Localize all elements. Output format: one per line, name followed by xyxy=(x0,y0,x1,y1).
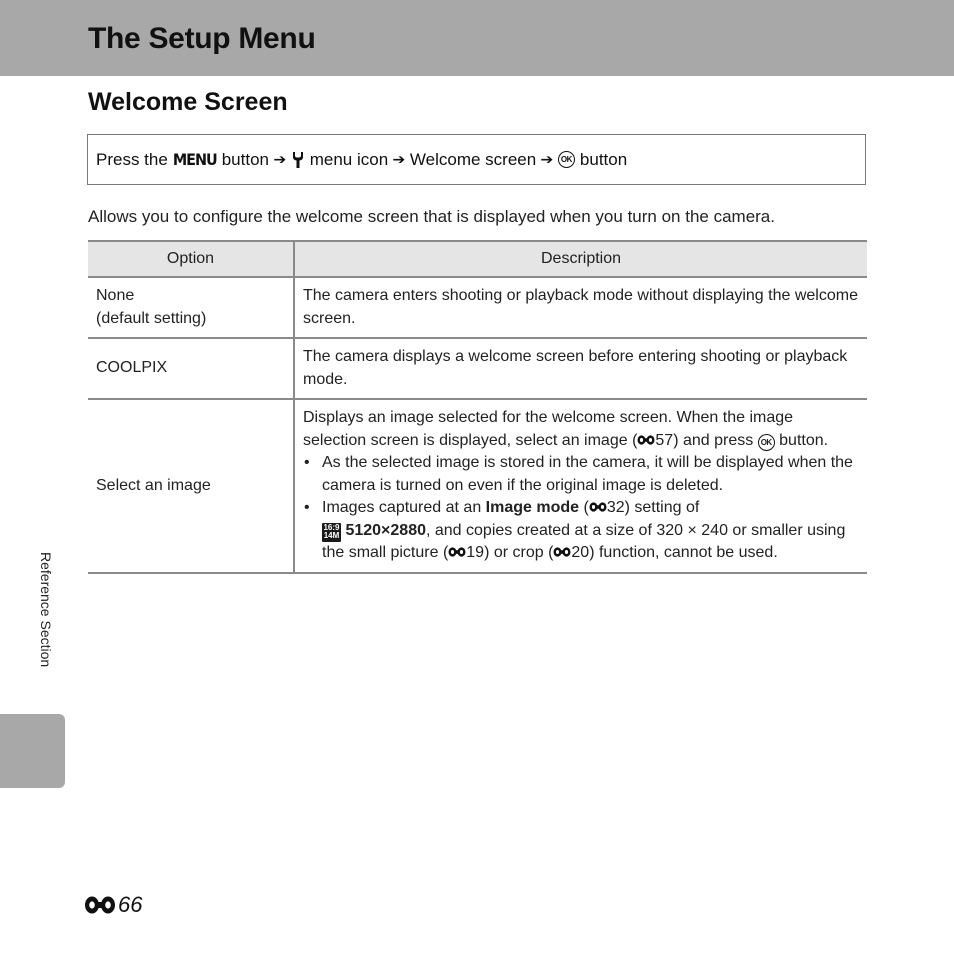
reference-section-icon xyxy=(448,546,466,558)
description-cell xyxy=(294,399,867,573)
arrow-icon: ➔ xyxy=(540,151,554,167)
ok-button-icon: OK xyxy=(558,151,575,168)
header-option: Option xyxy=(88,241,294,277)
nav-welcome-screen-label: Welcome screen xyxy=(409,149,537,169)
page-ref: 20 xyxy=(571,544,590,561)
table-row xyxy=(88,338,867,399)
page-ref: 57 xyxy=(655,431,674,449)
intro-text-b: ) and press xyxy=(673,431,754,449)
reference-section-icon xyxy=(589,501,607,513)
note-text: ) setting of xyxy=(624,499,700,516)
arrow-icon: ➔ xyxy=(273,151,287,167)
image-size-16x9-icon: 16:9 14M xyxy=(323,522,340,540)
page-ref: 19 xyxy=(466,544,485,561)
note-text: ) function, cannot be used. xyxy=(589,544,778,561)
note-text: , and copies created at a size of 320 × 240 or smaller using the small picture ( xyxy=(322,521,846,561)
nav-menu-icon-label: menu icon xyxy=(309,149,389,169)
note-text: ) or crop ( xyxy=(484,544,554,561)
page-number xyxy=(84,892,142,918)
menu-button-icon: MENU xyxy=(172,150,217,169)
nav-button-label: button xyxy=(579,149,628,169)
page-number-value: 66 xyxy=(118,892,143,917)
page-ref: 32 xyxy=(606,499,625,516)
wrench-icon xyxy=(291,151,305,169)
reference-section-icon xyxy=(553,546,571,558)
arrow-icon: ➔ xyxy=(392,151,406,167)
section-title: Welcome Screen xyxy=(88,88,288,116)
option-none: None xyxy=(96,287,135,304)
description-cell: The camera displays a welcome screen before entering shooting or playback mode. xyxy=(294,338,867,399)
intro-text-a: Displays an image selected for the welcome screen. When the image selection screen is displayed, select an image ( xyxy=(303,409,794,449)
page-title: The Setup Menu xyxy=(88,22,316,55)
option-default-note: (default setting) xyxy=(96,309,207,327)
select-image-intro xyxy=(303,407,859,452)
nav-press-the: Press the xyxy=(96,149,168,169)
nav-button-label: button xyxy=(221,149,269,169)
resolution-label: 5120×2880 xyxy=(345,521,426,539)
image-mode-label: Image mode xyxy=(485,499,580,516)
option-coolpix: COOLPIX xyxy=(88,338,294,399)
reference-section-icon xyxy=(637,434,655,446)
table-header-row xyxy=(88,241,867,277)
list-item: • Images captured at an Image mode ( 32) setting of 16:9 14M 5120×2880, and copies created at a size of 320 × 240 or smaller using the small picture ( 19) or crop ( 20) function, cannot be used. xyxy=(303,497,859,565)
menu-path-box xyxy=(87,134,866,185)
table-row xyxy=(88,277,867,338)
table-row xyxy=(88,399,867,573)
option-select-image: Select an image xyxy=(88,399,294,573)
description-cell: The camera enters shooting or playback mode without displaying the welcome screen. xyxy=(294,277,867,338)
section-thumb-tab xyxy=(0,714,65,788)
intro-text-c: button. xyxy=(779,431,829,449)
note-text: Images captured at an xyxy=(322,499,482,516)
option-cell xyxy=(88,277,294,338)
side-section-label: Reference Section xyxy=(38,552,54,668)
options-table xyxy=(88,240,867,574)
ok-button-icon: OK xyxy=(758,434,775,451)
list-item: • As the selected image is stored in the camera, it will be displayed when the camera is turned on even if the original image is deleted. xyxy=(303,452,859,497)
reference-section-icon xyxy=(84,895,116,915)
select-image-notes xyxy=(303,452,859,565)
intro-text: Allows you to configure the welcome screen that is displayed when you turn on the camera. xyxy=(88,207,775,226)
header-description: Description xyxy=(294,241,867,277)
